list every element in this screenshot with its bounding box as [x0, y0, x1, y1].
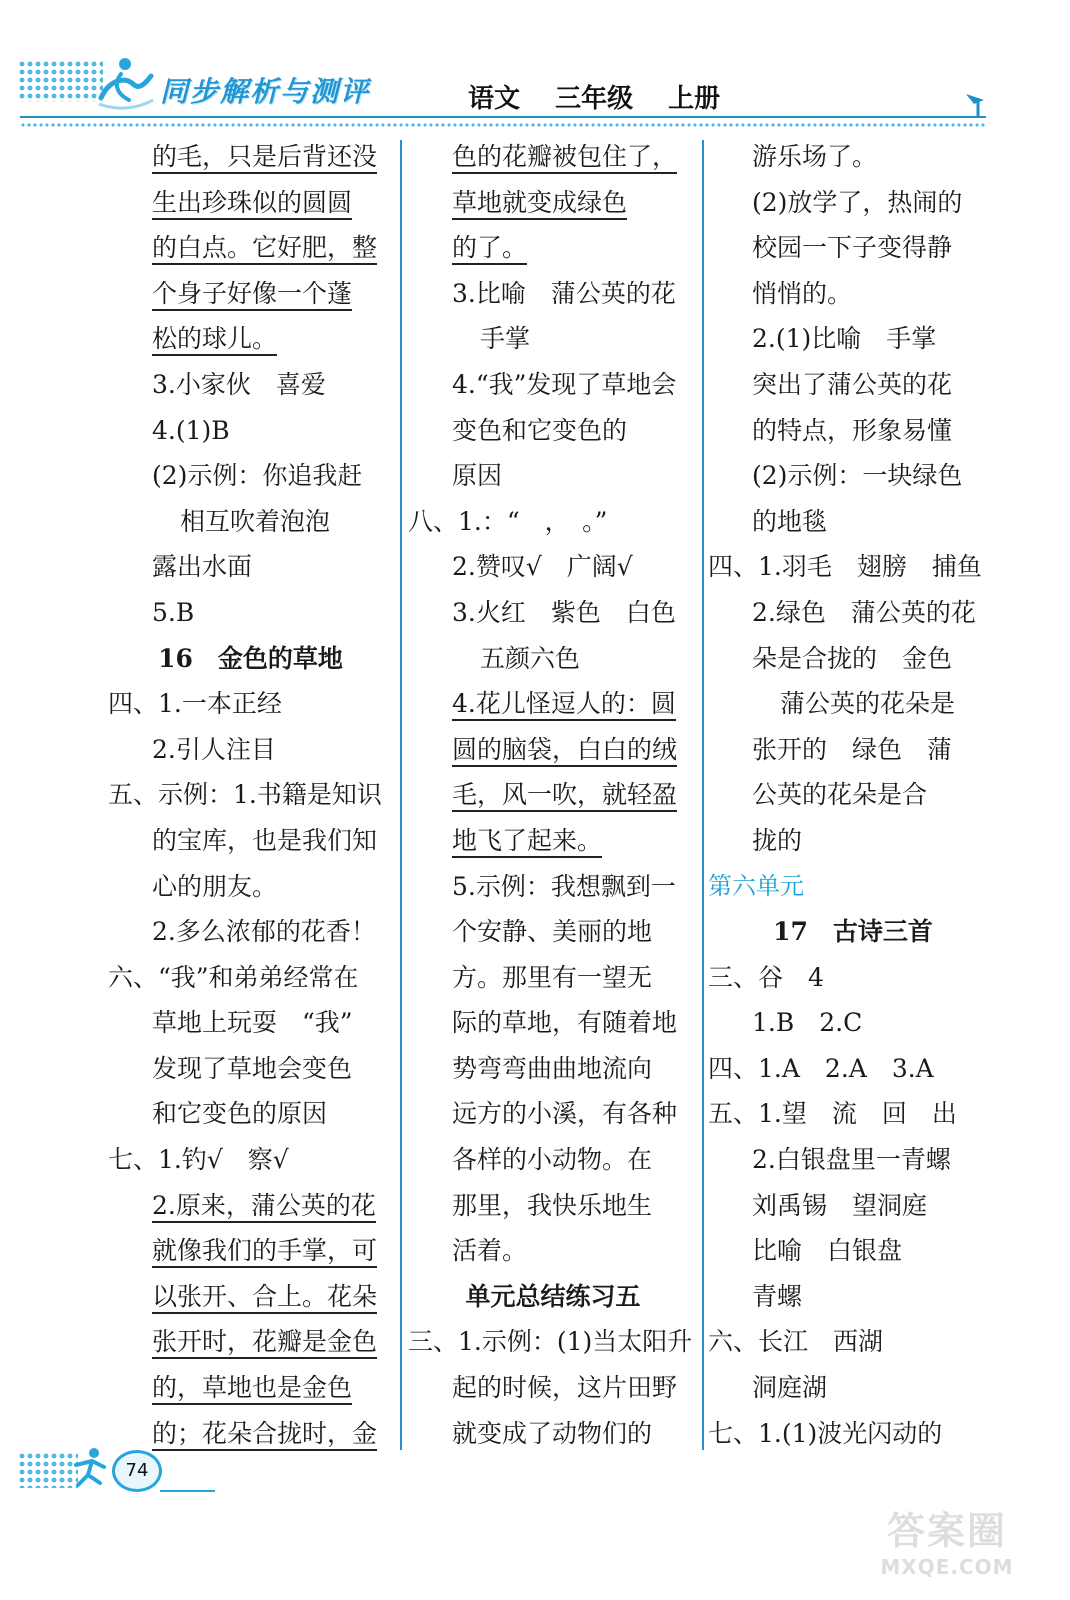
answer-line	[408, 1365, 698, 1411]
answer-line	[108, 1000, 393, 1046]
unit-heading	[708, 864, 998, 910]
answer-text: 的地毯	[752, 506, 828, 536]
answer-line	[408, 1091, 698, 1137]
answer-text: 四、1.A 2.A 3.A	[708, 1053, 934, 1083]
answer-line	[708, 499, 998, 545]
answer-text: 2.赞叹√ 广阔√	[452, 552, 633, 582]
header-dotted-rule	[20, 122, 986, 128]
answer-line	[108, 590, 393, 636]
footer-dot-pattern	[18, 1452, 78, 1488]
answer-line	[408, 1183, 698, 1229]
answer-text: 的了。	[452, 233, 527, 265]
answer-column-2	[408, 134, 698, 1456]
answer-line	[708, 362, 998, 408]
answer-line	[408, 180, 698, 226]
answer-line	[708, 1046, 998, 1092]
answer-line	[108, 362, 393, 408]
answer-text: 4.“我”发现了草地会	[452, 369, 677, 399]
answer-line	[108, 681, 393, 727]
answer-text: 变色和它变色的	[452, 415, 628, 445]
answer-line	[708, 818, 998, 864]
answer-text: 圆的脑袋，白白的绒	[452, 735, 677, 767]
answer-text: 1.B 2.C	[752, 1008, 863, 1038]
answer-text: 六、长江 西湖	[708, 1327, 884, 1357]
answer-text: 势弯弯曲曲地流向	[452, 1053, 653, 1083]
answer-text: 草地上玩耍 “我”	[152, 1008, 353, 1038]
answer-text: 的毛，只是后背还没	[152, 142, 377, 174]
answer-text: 个安静、美丽的地	[452, 917, 653, 947]
answer-line	[708, 1319, 998, 1365]
volume-label: 上册	[668, 84, 721, 114]
answer-line	[708, 316, 998, 362]
answer-line	[708, 225, 998, 271]
answer-line	[408, 864, 698, 910]
answer-text: (2)示例：你追我赶	[152, 461, 363, 491]
answer-line	[408, 1000, 698, 1046]
answer-line	[408, 636, 698, 682]
answer-text: 手掌	[480, 324, 531, 354]
answer-text: 五、1.望 流 回 出	[708, 1099, 957, 1129]
answer-text: 的特点，形象易懂	[752, 415, 953, 445]
answer-text: 心的朋友。	[152, 871, 278, 901]
answer-text: 就变成了动物们的	[452, 1418, 653, 1448]
answer-text: 毛，风一吹，就轻盈	[452, 780, 677, 812]
answer-line	[708, 1183, 998, 1229]
section-title	[408, 1274, 698, 1320]
answer-text: 生出珍珠似的圆圆	[152, 188, 352, 220]
answer-line	[708, 453, 998, 499]
answer-text: 松的球儿。	[152, 324, 277, 356]
answer-text: 各样的小动物。在	[452, 1145, 653, 1175]
answer-text: 远方的小溪，有各种	[452, 1099, 678, 1129]
answer-text: 七、1.钓√ 察√	[108, 1145, 289, 1175]
answer-line	[708, 271, 998, 317]
answer-line	[108, 316, 393, 362]
book-title: 同步解析与测评	[160, 75, 371, 108]
answer-line	[108, 1274, 393, 1320]
answer-line	[708, 681, 998, 727]
answer-line	[408, 225, 698, 271]
answer-text: 四、1.羽毛 翅膀 捕鱼	[708, 552, 982, 582]
answer-line	[408, 1319, 698, 1365]
answer-text: 3.小家伙 喜爱	[152, 369, 326, 399]
answer-text: 五颜六色	[480, 643, 581, 673]
answer-line	[408, 772, 698, 818]
answer-text: 第六单元	[708, 871, 804, 900]
answer-line	[408, 681, 698, 727]
answer-text: 2.(1)比喻 手掌	[752, 324, 937, 354]
answer-line	[108, 408, 393, 454]
answer-text: 三、1.示例：(1)当太阳升	[408, 1327, 693, 1357]
logo-dot-pattern	[18, 60, 103, 102]
answer-text: 活着。	[452, 1236, 528, 1266]
section-title	[108, 636, 393, 682]
answer-line	[708, 408, 998, 454]
page-number: 74	[112, 1450, 162, 1492]
answer-text: 际的草地，有随着地	[452, 1008, 678, 1038]
answer-line	[408, 818, 698, 864]
answer-text: 的白点。它好肥，整	[152, 233, 377, 265]
answer-line	[708, 1274, 998, 1320]
answer-line	[408, 316, 698, 362]
answer-text: 方。那里有一望无	[452, 962, 653, 992]
answer-text: 单元总结练习五	[465, 1281, 641, 1311]
answer-line	[708, 1411, 998, 1457]
answer-text: 个身子好像一个蓬	[152, 279, 352, 311]
grade-label: 三年级	[555, 84, 634, 114]
answer-text: 蒲公英的花朵是	[780, 689, 956, 719]
answer-line	[408, 1411, 698, 1457]
answer-line	[408, 1137, 698, 1183]
page-header	[0, 0, 1070, 140]
answer-line	[708, 1091, 998, 1137]
header-rule	[20, 116, 986, 118]
answer-text: 16 金色的草地	[158, 643, 343, 673]
answer-text: 拢的	[752, 825, 803, 855]
answer-text: 4.花儿怪逗人的：圆	[452, 689, 676, 721]
answer-line	[708, 1137, 998, 1183]
answer-line	[708, 1365, 998, 1411]
answer-text: 露出水面	[152, 552, 253, 582]
answer-text: 游乐场了。	[752, 142, 878, 171]
answer-text: 起的时候，这片田野	[452, 1373, 678, 1403]
answer-text: 2.绿色 蒲公英的花	[752, 597, 976, 627]
answer-text: 草地就变成绿色	[452, 188, 627, 220]
answer-text: 的宝库，也是我们知	[152, 825, 378, 855]
answer-line	[108, 1411, 393, 1457]
answer-column-3	[708, 134, 998, 1456]
answer-text: 3.火红 紫色 白色	[452, 597, 676, 627]
answer-text: 5.示例：我想飘到一	[452, 871, 676, 901]
watermark-url: MXQE.COM	[880, 1555, 1014, 1579]
answer-line	[108, 1137, 393, 1183]
running-figure-icon	[70, 1445, 110, 1489]
answer-line	[408, 499, 698, 545]
answer-line	[408, 590, 698, 636]
answer-text: 相互吹着泡泡	[180, 506, 331, 536]
answer-text: 那里，我快乐地生	[452, 1190, 653, 1220]
answer-line	[108, 818, 393, 864]
answer-text: 八、1.：“ ， 。”	[408, 506, 608, 536]
answer-text: (2)示例：一块绿色	[752, 461, 963, 491]
answer-text: 朵是合拢的 金色	[752, 643, 953, 673]
answer-text: 张开的 绿色 蒲	[752, 734, 953, 764]
answer-line	[108, 772, 393, 818]
answer-text: 就像我们的手掌，可	[152, 1236, 377, 1268]
answer-text: 校园一下子变得静	[752, 233, 953, 263]
answer-line	[108, 544, 393, 590]
answer-line	[408, 362, 698, 408]
answer-text: 悄悄的。	[752, 278, 853, 308]
answer-text: 七、1.(1)波光闪动的	[708, 1418, 943, 1448]
answer-line	[408, 408, 698, 454]
answer-line	[408, 134, 698, 180]
answer-text: 和它变色的原因	[152, 1099, 328, 1129]
answer-text: 的；花朵合拢时，金	[152, 1419, 377, 1451]
answer-line	[108, 909, 393, 955]
answer-line	[108, 727, 393, 773]
answer-text: 原因	[452, 461, 503, 491]
section-title	[708, 909, 998, 955]
answer-line	[108, 225, 393, 271]
answer-text: 三、谷 4	[708, 962, 824, 992]
answer-line	[108, 1046, 393, 1092]
answer-column-1	[108, 134, 393, 1456]
answer-text: 色的花瓣被包住了，	[452, 142, 677, 174]
answer-line	[708, 636, 998, 682]
answer-line	[408, 727, 698, 773]
leaping-figure-icon	[95, 54, 155, 110]
answer-line	[708, 1228, 998, 1274]
answer-text: 地飞了起来。	[452, 826, 602, 858]
answer-line	[108, 1183, 393, 1229]
answer-text: 张开时，花瓣是金色	[152, 1327, 377, 1359]
column-divider	[400, 140, 402, 1450]
answer-line	[108, 1319, 393, 1365]
watermark-logo-text: 答案圈	[886, 1509, 1007, 1553]
answer-line	[408, 1228, 698, 1274]
answer-line	[708, 180, 998, 226]
answer-line	[708, 727, 998, 773]
answer-line	[708, 1000, 998, 1046]
answer-line	[408, 909, 698, 955]
answer-line	[708, 590, 998, 636]
answer-line	[108, 1228, 393, 1274]
answer-text: 2.白银盘里一青螺	[752, 1145, 951, 1175]
footer-rule	[160, 1490, 215, 1492]
answer-line	[108, 955, 393, 1001]
answer-line	[408, 453, 698, 499]
watermark	[872, 1500, 1022, 1590]
answer-line	[708, 955, 998, 1001]
answer-line	[108, 453, 393, 499]
answer-text: 洞庭湖	[752, 1373, 828, 1403]
answer-text: 2.引人注目	[152, 734, 276, 764]
answer-text: 突出了蒲公英的花	[752, 369, 953, 399]
answer-text: 刘禹锡 望洞庭	[752, 1190, 928, 1220]
answer-text: 五、示例：1.书籍是知识	[108, 780, 382, 810]
answer-text: 以张开、合上。花朵	[152, 1282, 377, 1314]
answer-line	[408, 544, 698, 590]
answer-text: 3.比喻 蒲公英的花	[452, 278, 676, 308]
answer-line	[108, 864, 393, 910]
answer-text: 六、“我”和弟弟经常在	[108, 962, 359, 992]
subject-label: 语文	[468, 84, 521, 114]
answer-text: 比喻 白银盘	[752, 1236, 903, 1266]
answer-text: (2)放学了，热闹的	[752, 187, 963, 217]
subject-info	[468, 78, 746, 115]
answer-line	[108, 1091, 393, 1137]
answer-line	[708, 544, 998, 590]
answer-text: 17 古诗三首	[773, 917, 933, 947]
answer-line	[108, 180, 393, 226]
column-divider	[702, 140, 704, 1450]
answer-text: 的，草地也是金色	[152, 1373, 352, 1405]
answer-text: 5.B	[152, 597, 195, 627]
answer-line	[708, 772, 998, 818]
answer-text: 四、1.一本正经	[108, 689, 282, 719]
answer-text: 发现了草地会变色	[152, 1053, 353, 1083]
answer-line	[408, 271, 698, 317]
answer-text: 青螺	[752, 1281, 803, 1311]
answer-line	[108, 271, 393, 317]
answer-line	[708, 134, 998, 180]
answer-text: 2.原来，蒲公英的花	[152, 1191, 376, 1223]
answer-line	[108, 1365, 393, 1411]
answer-line	[408, 1046, 698, 1092]
answer-line	[108, 134, 393, 180]
answer-text: 4.(1)B	[152, 415, 230, 445]
answer-line	[408, 955, 698, 1001]
answer-line	[108, 499, 393, 545]
answer-text: 公英的花朵是合	[752, 780, 928, 810]
answer-text: 2.多么浓郁的花香！	[152, 917, 376, 947]
